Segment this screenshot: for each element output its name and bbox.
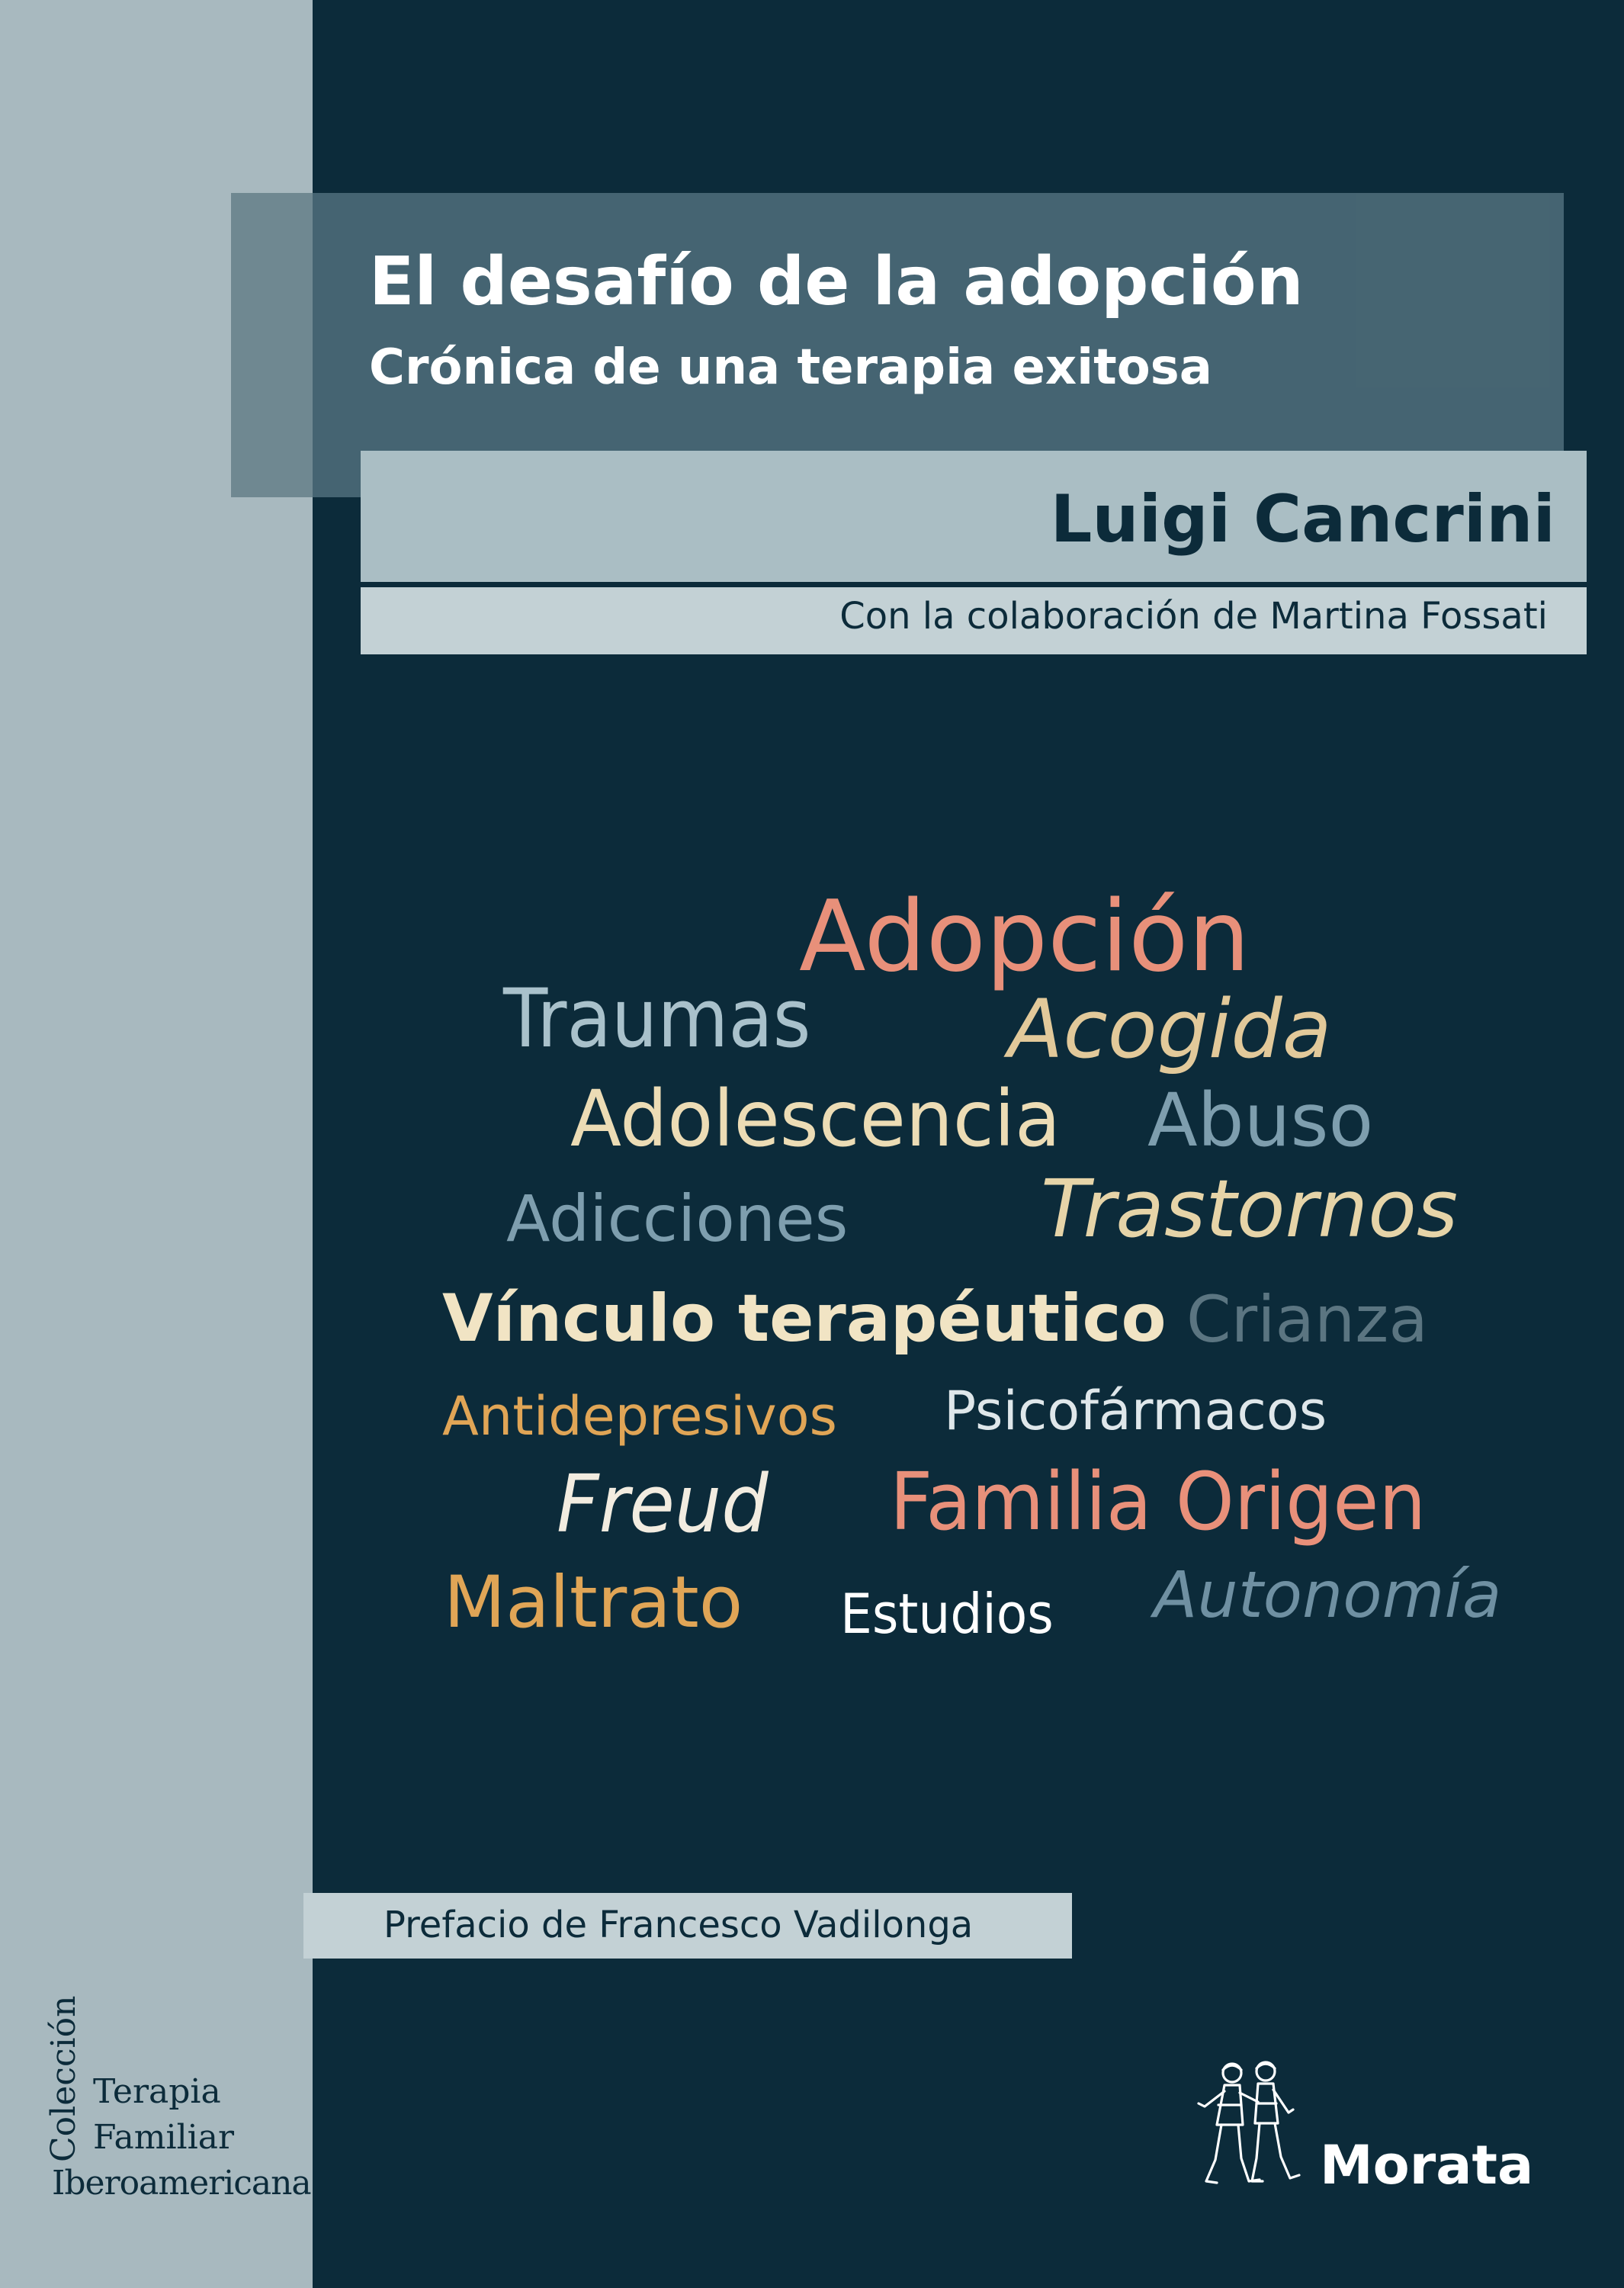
- word-vinculo-terapeutico: Vínculo terapéutico: [442, 1281, 1167, 1357]
- word-crianza: Crianza: [1186, 1282, 1428, 1357]
- word-maltrato: Maltrato: [444, 1561, 743, 1644]
- word-adicciones: Adicciones: [506, 1181, 849, 1256]
- word-trastornos: Trastornos: [1041, 1162, 1459, 1255]
- collection-line-1: Terapia: [93, 2072, 221, 2111]
- word-familia-origen: Familia Origen: [890, 1455, 1427, 1548]
- publisher-name: Morata: [1320, 2134, 1534, 2196]
- word-antidepresivos: Antidepresivos: [442, 1385, 838, 1448]
- word-abuso: Abuso: [1147, 1078, 1374, 1163]
- two-figures-logo-icon: [1196, 2059, 1302, 2193]
- author-name: Luigi Cancrini: [1050, 481, 1555, 558]
- word-psicofarmacos: Psicofármacos: [944, 1380, 1327, 1442]
- collection-line-3: Iberoamericana: [52, 2164, 311, 2203]
- title-box-left-band: [231, 193, 313, 497]
- word-traumas: Traumas: [503, 972, 811, 1065]
- preface-credit: Prefacio de Francesco Vadilonga: [384, 1904, 974, 1946]
- word-autonomia: Autonomía: [1154, 1557, 1502, 1632]
- collaboration-credit: Con la colaboración de Martina Fossati: [839, 595, 1548, 638]
- word-freud: Freud: [557, 1457, 769, 1551]
- word-adopcion: Adopción: [799, 880, 1250, 994]
- word-acogida: Acogida: [1008, 982, 1332, 1076]
- collection-label: Colección: [44, 1995, 83, 2162]
- book-subtitle: Crónica de una terapia exitosa: [369, 339, 1212, 396]
- collection-line-2: Familiar: [93, 2118, 234, 2157]
- word-estudios: Estudios: [840, 1582, 1054, 1646]
- book-title: El desafío de la adopción: [369, 243, 1304, 320]
- word-adolescencia: Adolescencia: [570, 1074, 1061, 1165]
